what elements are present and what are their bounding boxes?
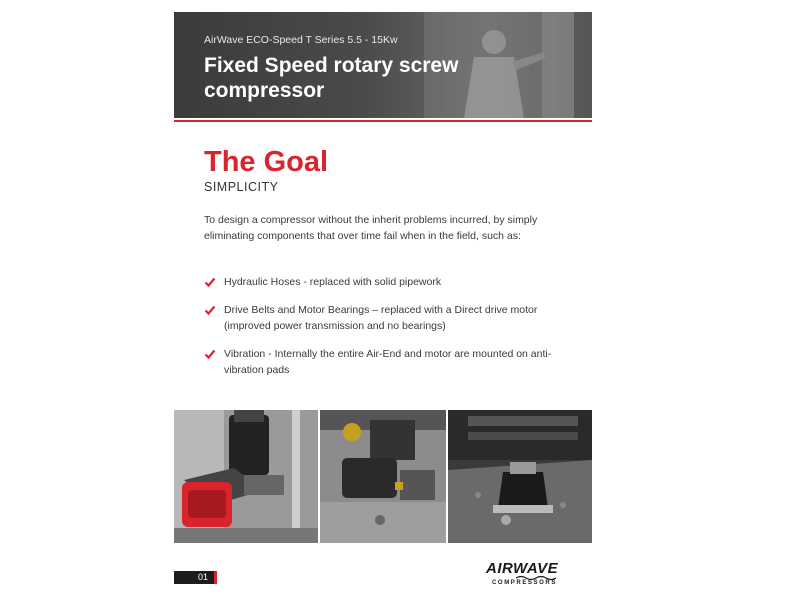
- feature-list: [204, 274, 574, 390]
- header-banner: [174, 12, 592, 118]
- goal-subheading: SIMPLICITY: [204, 180, 279, 194]
- list-item: [204, 346, 574, 378]
- header-divider: [174, 120, 592, 122]
- photo-strip: [174, 410, 592, 543]
- photo-direct-drive-motor: [320, 410, 446, 543]
- list-item: [204, 274, 574, 290]
- check-icon: [204, 276, 216, 288]
- goal-heading: The Goal: [204, 146, 329, 178]
- check-icon: [204, 348, 216, 360]
- list-item-text: Vibration - Internally the entire Air-End and motor are mounted on anti-vibration pads: [224, 348, 552, 376]
- logo-wordmark: AIRWAVE: [486, 560, 559, 577]
- list-item: [204, 302, 574, 334]
- list-item-text: Hydraulic Hoses - replaced with solid pipework: [224, 276, 442, 288]
- document-page: [174, 0, 592, 599]
- page-number-text: 01: [197, 572, 208, 582]
- intro-paragraph: To design a compressor without the inherit problems incurred, by simply eliminating components that over time fail when in the field, such as:: [204, 214, 538, 242]
- check-icon: [204, 304, 216, 316]
- list-item-text: Drive Belts and Motor Bearings – replaced with a Direct drive motor (improved power transmission and no bearings): [224, 304, 538, 332]
- logo-subtext: COMPRESSORS: [492, 580, 557, 586]
- page-number: [174, 571, 214, 584]
- page-title: Fixed Speed rotary screw compressor: [204, 54, 459, 102]
- page-number-accent: [214, 571, 217, 584]
- airwave-logo: [486, 558, 566, 592]
- series-subtitle: AirWave ECO-Speed T Series 5.5 - 15Kw: [204, 34, 398, 46]
- photo-motor-pipework: [174, 410, 318, 543]
- photo-anti-vibration-pads: [448, 410, 592, 543]
